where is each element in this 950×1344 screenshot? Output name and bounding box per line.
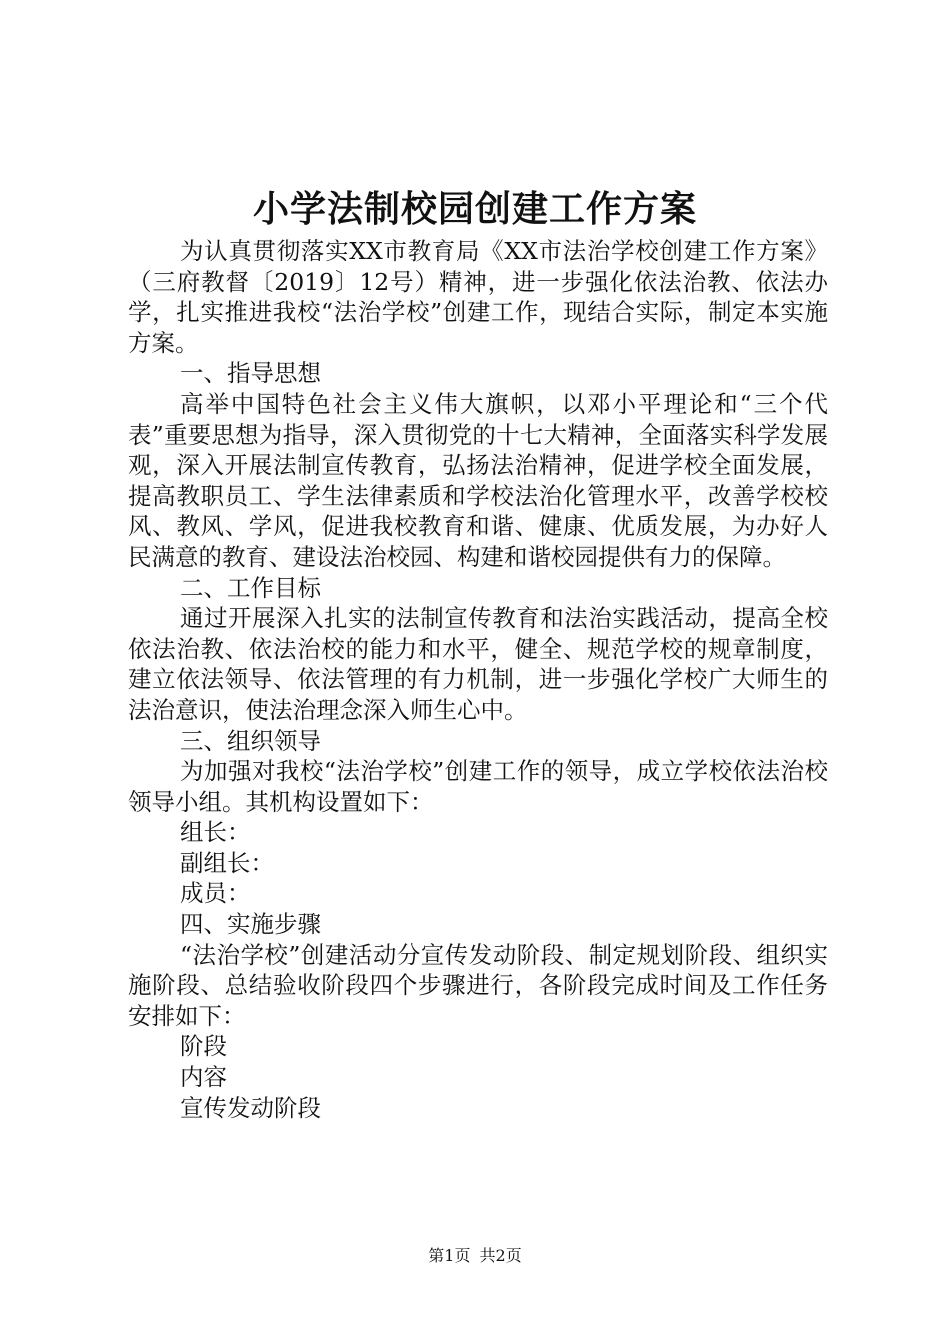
intro-paragraph: 为认真贯彻落实XX市教育局《XX市法治学校创建工作方案》（三府教督〔2019〕12号）精神，进一步强化依法治教、依法办学，扎实推进我校“法治学校”创建工作，现结合实际，制定本实施方案。 (128, 237, 828, 357)
stage-publicity-label: 宣传发动阶段 (180, 1093, 321, 1122)
organization-paragraph: 为加强对我校“法治学校”创建工作的领导，成立学校依法治校领导小组。其机构设置如下： (128, 757, 828, 816)
work-goals-paragraph: 通过开展深入扎实的法制宣传教育和法治实践活动，提高全校依法治教、依法治校的能力和水平，健全、规范学校的规章制度，建立依法领导、依法管理的有力机制，进一步强化学校广大师生的法治意识，使法治理念深入师生心中。 (128, 604, 828, 724)
stage-column-label: 阶段 (180, 1032, 227, 1061)
leader-line: 组长： (180, 818, 251, 847)
content-column-label: 内容 (180, 1063, 227, 1092)
section-heading-organization: 三、组织领导 (180, 726, 321, 755)
page-footer (0, 1246, 950, 1266)
page-title: 小学法制校园创建工作方案 (252, 189, 697, 230)
document-body (128, 236, 828, 1123)
implementation-paragraph: “法治学校”创建活动分宣传发动阶段、制定规划阶段、组织实施阶段、总结验收阶段四个步骤进行，各阶段完成时间及工作任务安排如下： (128, 940, 828, 1030)
page-number: 第1页 (428, 1246, 471, 1265)
section-heading-work-goals: 二、工作目标 (180, 573, 321, 602)
guiding-ideology-paragraph: 高举中国特色社会主义伟大旗帜，以邓小平理论和“三个代表”重要思想为指导，深入贯彻党的十七大精神，全面落实科学发展观，深入开展法制宣传教育，弘扬法治精神，促进学校全面发展，提高教职员工、学生法律素质和学校法治化管理水平，改善学校校风、教风、学风，促进我校教育和谐、健康、优质发展，为办好人民满意的教育、建设法治校园、构建和谐校园提供有力的保障。 (128, 389, 828, 571)
members-line: 成员： (180, 879, 251, 908)
section-heading-implementation-steps: 四、实施步骤 (180, 910, 321, 939)
section-heading-guiding-ideology: 一、指导思想 (180, 359, 321, 388)
deputy-leader-line: 副组长： (180, 848, 274, 877)
page-total: 共2页 (479, 1246, 522, 1265)
